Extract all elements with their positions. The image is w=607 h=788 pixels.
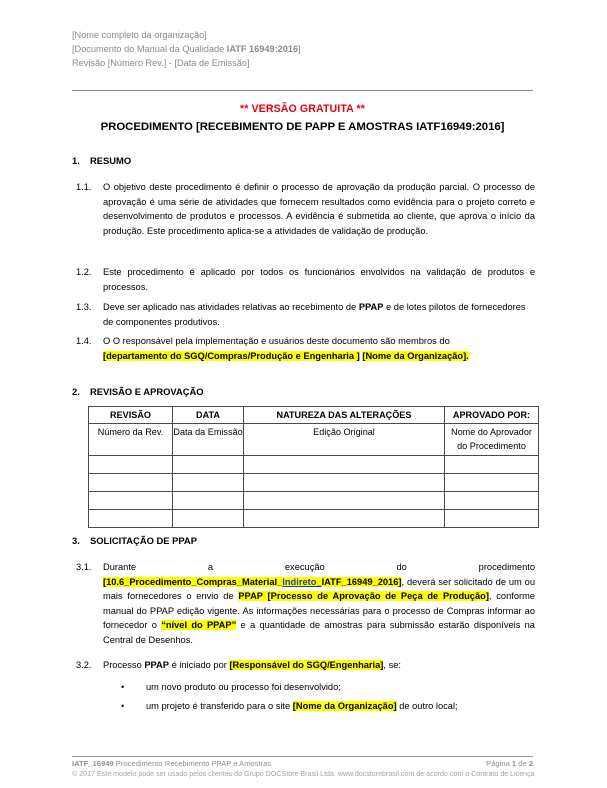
revision-approval-table xyxy=(88,406,539,528)
item-1-2 xyxy=(76,265,535,294)
table-header-natureza: NATUREZA DAS ALTERAÇÕES xyxy=(244,407,445,424)
item-1-4-text-part1: O O responsável pela implementação e usuários deste documento são membros do xyxy=(103,336,450,346)
table-cell-aprovado-2 xyxy=(445,474,539,492)
bullet-icon: • xyxy=(121,682,125,692)
item-1-1-text: O objetivo deste procedimento é definir o processo de aprovação da produção parcial. O processo de aprovação é uma série de atividades que fornecem resultados como evidência para o projeto correto e desenvolvimento de produtos e processos. A evidência é submetida ao cliente, que aprova o início da produção. Este procedimento aplica-se a atividades de validação de produção. xyxy=(103,182,535,236)
item-3-1-number: 3.1. xyxy=(76,562,92,572)
header-divider xyxy=(72,90,533,91)
item-1-1-number: 1.1. xyxy=(76,182,92,192)
header-organization-name: [Nome completo da organização] xyxy=(72,30,207,40)
section-heading-solicitacao-ppap xyxy=(72,535,197,546)
list-item xyxy=(121,678,531,697)
item-1-3-text-part2: e de lotes pilotos de fornecedores de componentes produtivos. xyxy=(103,302,526,327)
item-3-1-text-part3: , conforme manual do PPAP edição vigente. As informações necessárias para o processo de Compras informar ao fornecedor o xyxy=(103,591,536,631)
table-cell-data-4 xyxy=(173,510,244,528)
item-3-2-text-part3: , se: xyxy=(383,660,401,670)
table-cell-natureza-3 xyxy=(244,492,445,510)
table-cell-aprovado-1 xyxy=(445,456,539,474)
conditions-bullet-list xyxy=(121,678,531,716)
footer-page-number xyxy=(486,759,533,768)
list-item xyxy=(121,697,531,716)
free-version-banner: ** VERSÃO GRATUITA ** xyxy=(240,103,365,115)
footer-divider xyxy=(72,756,533,757)
table-row xyxy=(89,424,539,456)
item-1-3-ppap-bold: PPAP xyxy=(358,302,384,312)
item-3-2-ppap-bold: PPAP xyxy=(144,660,169,670)
item-1-2-text: Este procedimento é aplicado por todos os funcionários envolvidos na validação de produtos e processos. xyxy=(103,267,535,292)
section-1-number: 1. xyxy=(72,155,80,166)
table-cell-revisao-2 xyxy=(89,474,173,492)
table-cell-revisao-0: Número da Rev. xyxy=(89,424,173,456)
header-manual-suffix: ] xyxy=(298,44,301,55)
table-cell-natureza-4 xyxy=(244,510,445,528)
bullet-1-text: um novo produto ou processo foi desenvolvido; xyxy=(146,682,341,692)
table-header-data: DATA xyxy=(173,407,244,424)
item-3-1-highlight-ppap-definition: PPAP [Processo de Aprovação de Peça de Produção] xyxy=(238,591,489,602)
item-1-4 xyxy=(76,334,535,363)
table-cell-aprovado-3 xyxy=(445,492,539,510)
bullet-2-highlight-organization: [Nome da Organização] xyxy=(292,701,397,711)
footer-doc-title: Procedimento Recebimento PPAP e Amostras xyxy=(113,759,272,768)
table-cell-data-1 xyxy=(173,456,244,474)
item-3-1-crossreference-link[interactable]: Indireto_ xyxy=(282,576,322,587)
bullet-2-text-post: de outro local; xyxy=(396,701,458,711)
footer-document-reference xyxy=(72,759,271,768)
table-header-aprovado: APROVADO POR: xyxy=(445,407,539,424)
item-3-1-highlight-nivel-ppap: “nível do PPAP” xyxy=(161,620,237,631)
header-revision-line: Revisão [Número Rev.] - [Data de Emissão] xyxy=(72,58,250,69)
item-3-1-text-part1: Durante a execução do procedimento xyxy=(103,562,535,572)
footer-copyright: © 2017 Este modelo pode ser usado pelos clientes do Grupo DOCStore Brasil Ltda. www.docstorebrasil.com de acordo com o Contrato de Licença xyxy=(72,770,535,778)
header-manual-prefix: [Documento do Manual da Qualidade xyxy=(72,44,227,55)
item-1-4-highlight-organization: [Nome da Organização]. xyxy=(362,350,469,361)
footer-page-mid: de xyxy=(516,759,529,768)
item-3-1-text-part2: , deverá ser solicitado de um ou mais fornecedores o envio de xyxy=(103,576,535,602)
section-3-label: SOLICITAÇÃO DE PPAP xyxy=(90,535,197,546)
item-1-3-text-part1: Deve ser aplicado nas atividades relativas ao recebimento de xyxy=(103,302,359,312)
item-3-2 xyxy=(76,658,535,673)
item-3-2-highlight-responsavel: [Responsável do SGQ/Engenharia] xyxy=(229,660,384,670)
section-heading-resumo xyxy=(72,155,131,166)
table-cell-revisao-1 xyxy=(89,456,173,474)
table-row xyxy=(89,474,539,492)
table-cell-data-0: Data da Emissão xyxy=(173,424,244,456)
item-3-2-text-part2: é iniciado por xyxy=(168,660,230,670)
table-cell-aprovado-4 xyxy=(445,510,539,528)
section-heading-revisao-aprovacao xyxy=(72,386,204,397)
footer-page-current: 1 xyxy=(511,759,517,768)
table-header-row xyxy=(89,407,539,424)
bullet-icon: • xyxy=(121,701,125,711)
footer-page-total: 2 xyxy=(528,759,533,768)
footer-page-prefix: Página xyxy=(486,759,512,768)
table-row xyxy=(89,456,539,474)
table-cell-data-2 xyxy=(173,474,244,492)
item-3-1-text-part4: e a quantidade de amostras para submissão estarão disponíveis na Central de Desenhos. xyxy=(103,620,535,645)
table-cell-natureza-1 xyxy=(244,456,445,474)
table-cell-aprovado-0: Nome do Aprovador do Procedimento xyxy=(445,424,539,456)
bullet-2-text-pre: um projeto é transferido para o site xyxy=(146,701,293,711)
item-1-3-number: 1.3. xyxy=(76,302,92,312)
table-cell-data-3 xyxy=(173,492,244,510)
table-header-revisao: REVISÃO xyxy=(89,407,173,424)
section-1-label: RESUMO xyxy=(90,155,132,166)
section-3-number: 3. xyxy=(72,535,80,546)
item-1-1 xyxy=(76,180,535,238)
item-1-4-highlight-department: [departamento do SGQ/Compras/Produção e Engenharia ] xyxy=(103,350,360,361)
item-3-1-highlight-procedure-ref-a: [10.6_Procedimento_Compras_Material_ xyxy=(103,576,283,587)
item-3-1-highlight-procedure-ref-b: IATF_16949_2016] xyxy=(321,576,402,587)
table-cell-natureza-2 xyxy=(244,474,445,492)
footer-primary-line xyxy=(72,759,533,768)
item-1-2-number: 1.2. xyxy=(76,267,92,277)
section-2-number: 2. xyxy=(72,386,80,397)
item-3-2-number: 3.2. xyxy=(76,660,92,670)
table-row xyxy=(89,492,539,510)
section-2-label: REVISÃO E APROVAÇÃO xyxy=(90,386,204,397)
table-cell-natureza-0: Edição Original xyxy=(244,424,445,456)
table-cell-revisao-4 xyxy=(89,510,173,528)
document-header xyxy=(72,28,534,71)
table-cell-revisao-3 xyxy=(89,492,173,510)
header-manual-reference xyxy=(72,42,534,56)
item-1-4-number: 1.4. xyxy=(76,336,92,346)
item-3-1 xyxy=(76,560,536,648)
item-1-3 xyxy=(76,300,535,329)
document-title: PROCEDIMENTO [RECEBIMENTO DE PAPP E AMOSTRAS IATF16949:2016] xyxy=(100,121,505,133)
table-row xyxy=(89,510,539,528)
header-manual-standard: IATF 16949:2016 xyxy=(226,44,299,55)
item-3-2-text-part1: Processo xyxy=(103,660,145,670)
footer-doc-code: IATF_16949 xyxy=(72,759,114,768)
